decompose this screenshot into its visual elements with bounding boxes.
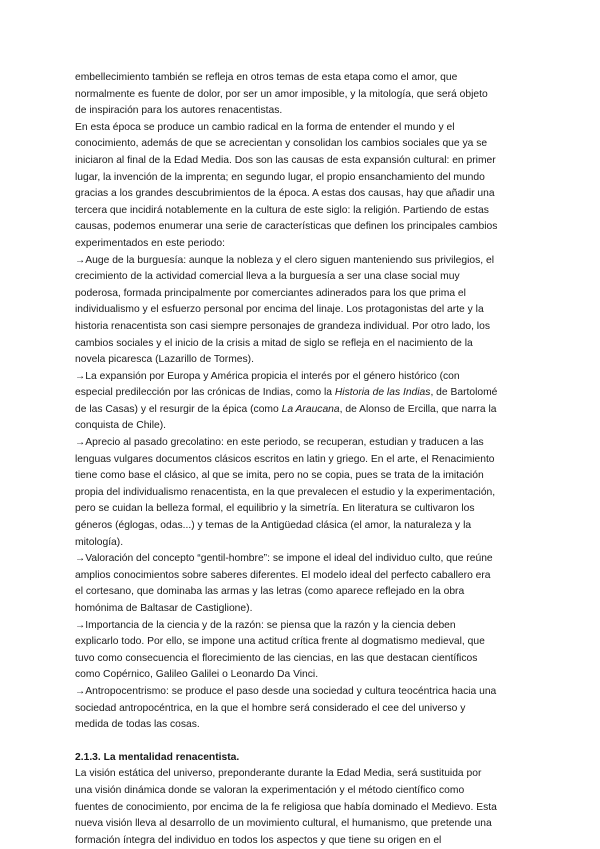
paragraph-line: poderosa, formada principalmente por comerciantes adinerados para los que prima el: [75, 287, 466, 299]
paragraph-line: →Valoración del concepto “gentil-hombre”: se impone el ideal del individuo culto, que reúne: [75, 553, 493, 565]
paragraph-line: En esta época se produce un cambio radical en la forma de entender el mundo y el: [75, 121, 455, 133]
paragraph-line: →Importancia de la ciencia y de la razón: se piensa que la razón y la ciencia deben: [75, 619, 456, 631]
paragraph: [75, 369, 535, 435]
paragraph: [75, 70, 535, 120]
paragraph-line: →Auge de la burguesía: aunque la nobleza y el clero siguen manteniendo sus privilegios, el: [75, 254, 495, 266]
paragraph-line: embellecimiento también se refleja en otros temas de esta etapa como el amor, que: [75, 72, 458, 83]
paragraph-line: iniciaron al final de la Edad Media. Dos son las causas de esta expansión cultural: en primer: [75, 154, 496, 166]
paragraph-line: mitología).: [75, 536, 124, 548]
paragraph-line: géneros (églogas, odas...) y temas de la Antigüedad clásica (el amor, la naturaleza y la: [75, 520, 472, 532]
paragraph-line: causas, podemos enumerar una serie de características que definen los principales cambios: [75, 221, 498, 233]
paragraph-line: fuentes de conocimiento, por encima de la fe religiosa que había dominado el Medievo. Esta: [75, 801, 497, 813]
paragraph-line: historia renacentista son casi siempre personajes de grandeza individual. Por otro lado, los: [75, 320, 490, 332]
paragraph-line: propia del individualismo renacentista, en la que prevalecen el estudio y la experimentación,: [75, 486, 496, 498]
paragraph: [75, 684, 535, 734]
paragraph-line: explicarlo todo. Por ello, se impone una actitud crítica frente al dogmatismo medieval, que: [75, 636, 485, 648]
section-heading-text: 2.1.3. La mentalidad renacentista.: [75, 751, 240, 763]
paragraph-line: individualismo y el esfuerzo personal por encima del linaje. Los protagonistas del arte y la: [75, 304, 484, 316]
paragraph-line: lugar, la invención de la imprenta; en segundo lugar, el propio ensanchamiento del mundo: [75, 171, 485, 183]
paragraph-line: normalmente es fuente de dolor, por ser un amor imposible, y la mitología, que será objeto: [75, 88, 488, 100]
paragraph-line: el cortesano, que dominaba las armas y las letras (como aparece reflejado en la obra: [75, 586, 465, 598]
paragraph-line: conocimiento, además de que se acrecientan y consolidan los cambios sociales que ya se: [75, 138, 488, 150]
paragraph: [75, 618, 535, 684]
paragraph-line: pero se cuidan la belleza formal, el equilibrio y la simetría. En literatura se cultivaron los: [75, 503, 475, 515]
paragraph-line: →Aprecio al pasado grecolatino: en este periodo, se recuperan, estudian y traducen a las: [75, 437, 484, 449]
paragraph-line: tercera que incidirá notablemente en la cultura de este siglo: la religión. Partiendo de estas: [75, 204, 489, 216]
paragraph-line: amplios conocimientos sobre saberes diferentes. El modelo ideal del perfecto caballero era: [75, 569, 491, 581]
paragraph-line: lenguas vulgares documentos clásicos escritos en latin y griego. En el arte, el Renacimiento: [75, 453, 495, 465]
paragraph: [75, 120, 535, 253]
paragraph-line: tuvo como consecuencia el florecimiento de las ciencias, en las que destacan científicos: [75, 652, 478, 664]
paragraph-line: de inspiración para los autores renacentistas.: [75, 105, 283, 117]
paragraph: [75, 766, 535, 849]
paragraph-line: cambios sociales y el inicio de la crisis a mitad de siglo se refleja en el nacimiento de la: [75, 337, 473, 349]
paragraph: [75, 551, 535, 617]
paragraph: [75, 435, 535, 551]
paragraph-line: formación íntegra del individuo en todos los aspectos y que tiene su origen en el: [75, 834, 442, 846]
paragraph-line: novela picaresca (Lazarillo de Tormes).: [75, 354, 254, 366]
paragraph-line: gracias a los grandes descubrimientos de la época. A estas dos causas, hay que añadir una: [75, 188, 495, 200]
paragraph-line: tiene como base el clásico, al que se imita, pero no se copia, pues se trata de la imitación: [75, 470, 484, 482]
section-heading: [75, 750, 535, 767]
paragraph-line: una visión dinámica donde se valoran la experimentación y el método científico como: [75, 784, 465, 796]
paragraph-line: sociedad antropocéntrica, en la que el hombre será considerado el cee del universo y: [75, 702, 466, 714]
paragraph-line: experimentados en este periodo:: [75, 237, 225, 249]
paragraph-line: especial predilección por las crónicas de Indias, como la Historia de las Indias, de Bartolomé: [75, 387, 498, 399]
document-body: [75, 70, 535, 849]
paragraph-line: La visión estática del universo, preponderante durante la Edad Media, será sustituida por: [75, 768, 482, 780]
paragraph-line: crecimiento de la actividad comercial lleva a la burguesía a ser una clase social muy: [75, 271, 460, 283]
paragraph-line: como Copérnico, Galileo Galilei o Leonardo Da Vinci.: [75, 669, 319, 681]
paragraph-line: homónima de Baltasar de Castiglione).: [75, 603, 253, 614]
paragraph-line: →La expansión por Europa y América propicia el interés por el género histórico (con: [75, 370, 460, 382]
paragraph-line: conquista de Chile).: [75, 420, 167, 432]
paragraph-line: de las Casas) y el resurgir de la épica (como La Araucana, de Alonso de Ercilla, que narra la: [75, 403, 497, 415]
paragraph: [75, 253, 535, 369]
paragraph-line: nueva visión lleva al desarrollo de un movimiento cultural, el humanismo, que pretende una: [75, 818, 492, 830]
paragraph-line: medida de todas las cosas.: [75, 719, 200, 731]
paragraph-line: →Antropocentrismo: se produce el paso desde una sociedad y cultura teocéntrica hacia una: [75, 685, 497, 697]
